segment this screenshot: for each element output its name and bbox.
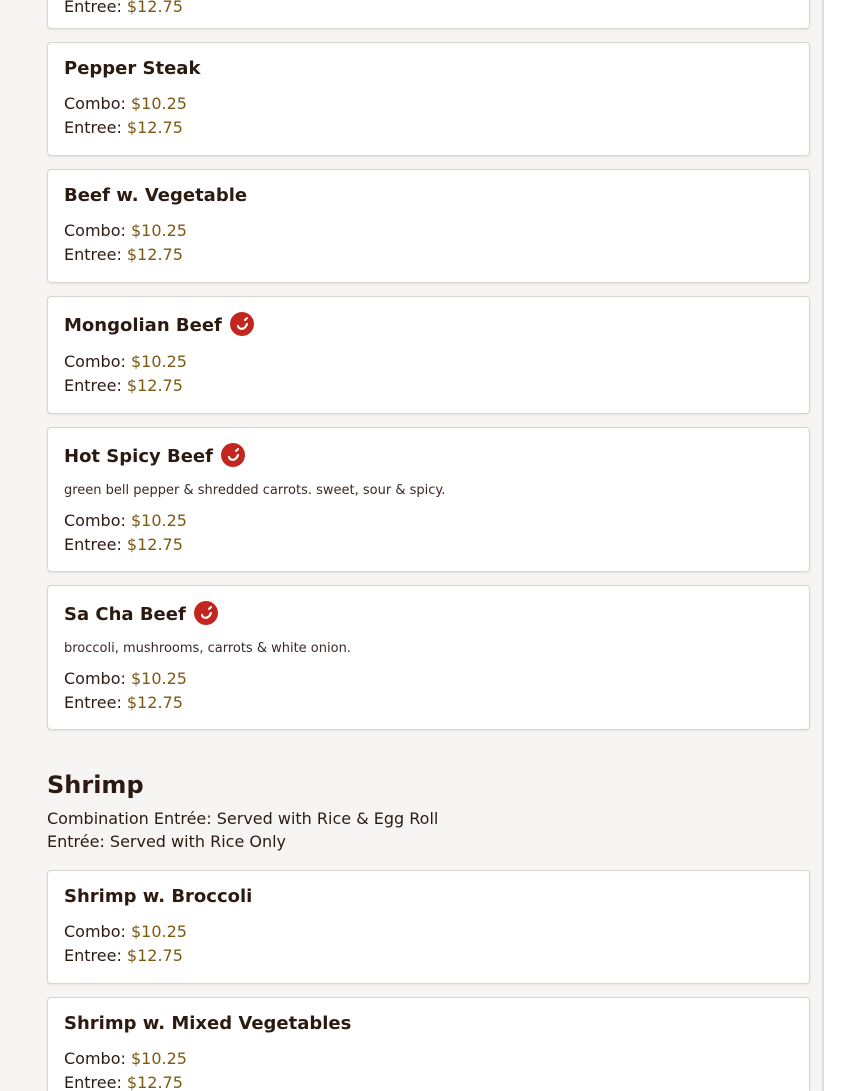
entree-label: Entree: xyxy=(64,1073,122,1091)
menu-item-card xyxy=(47,296,810,414)
combo-price: $10.25 xyxy=(130,669,187,688)
entree-price: $12.75 xyxy=(126,376,183,395)
entree-label: Entree: xyxy=(64,118,122,137)
item-description: broccoli, mushrooms, carrots & white onion. xyxy=(64,641,351,656)
entree-label: Entree: xyxy=(64,535,122,554)
entree-price: $12.75 xyxy=(126,1073,183,1091)
page-margin xyxy=(824,0,844,1091)
entree-price: $12.75 xyxy=(126,0,183,16)
combo-price-line xyxy=(64,922,187,941)
entree-price-line xyxy=(64,535,183,554)
item-name: Hot Spicy Beef xyxy=(64,446,213,467)
section-note-entree: Entrée: Served with Rice Only xyxy=(47,832,287,851)
combo-price: $10.25 xyxy=(130,94,187,113)
entree-price-line xyxy=(64,693,183,712)
entree-price-line xyxy=(64,245,183,264)
combo-price-line xyxy=(64,1049,187,1068)
combo-price: $10.25 xyxy=(130,221,187,240)
entree-label: Entree: xyxy=(64,376,122,395)
combo-label: Combo: xyxy=(64,1049,126,1068)
menu-item-card xyxy=(47,585,810,730)
item-name-row xyxy=(64,312,254,336)
menu-item-card xyxy=(47,997,810,1091)
entree-price: $12.75 xyxy=(126,245,183,264)
combo-price-line xyxy=(64,669,187,688)
entree-label: Entree: xyxy=(64,0,122,16)
menu-item-card xyxy=(47,427,810,572)
entree-price: $12.75 xyxy=(126,946,183,965)
item-name: Shrimp w. Mixed Vegetables xyxy=(64,1013,352,1034)
entree-label: Entree: xyxy=(64,693,122,712)
entree-price-line xyxy=(64,946,183,965)
menu-item-card xyxy=(47,0,810,29)
menu-item-card xyxy=(47,169,810,283)
entree-price: $12.75 xyxy=(126,118,183,137)
entree-label: Entree: xyxy=(64,946,122,965)
chili-pepper-icon xyxy=(221,443,245,467)
chili-pepper-icon xyxy=(230,312,254,336)
entree-price-line xyxy=(64,118,183,137)
combo-price-line xyxy=(64,352,187,371)
section-note-combo: Combination Entrée: Served with Rice & Egg Roll xyxy=(47,809,439,828)
item-name: Beef w. Vegetable xyxy=(64,185,248,206)
combo-price: $10.25 xyxy=(130,352,187,371)
item-name: Sa Cha Beef xyxy=(64,604,186,625)
item-name-row xyxy=(64,601,218,625)
combo-price-line xyxy=(64,221,187,240)
entree-price: $12.75 xyxy=(126,693,183,712)
combo-label: Combo: xyxy=(64,669,126,688)
combo-price-line xyxy=(64,511,187,530)
combo-price: $10.25 xyxy=(130,922,187,941)
menu-item-card xyxy=(47,42,810,156)
combo-label: Combo: xyxy=(64,511,126,530)
entree-price-line xyxy=(64,1073,183,1091)
item-name: Mongolian Beef xyxy=(64,315,222,336)
combo-label: Combo: xyxy=(64,221,126,240)
chili-pepper-icon xyxy=(194,601,218,625)
menu-item-card xyxy=(47,870,810,984)
combo-label: Combo: xyxy=(64,352,126,371)
combo-price-line xyxy=(64,94,187,113)
item-name-row xyxy=(64,443,245,467)
entree-price: $12.75 xyxy=(126,535,183,554)
item-description: green bell pepper & shredded carrots. sweet, sour & spicy. xyxy=(64,483,446,498)
section-title-shrimp: Shrimp xyxy=(47,771,144,799)
entree-price-line xyxy=(64,0,183,16)
combo-price: $10.25 xyxy=(130,1049,187,1068)
combo-label: Combo: xyxy=(64,922,126,941)
combo-price: $10.25 xyxy=(130,511,187,530)
item-name: Shrimp w. Broccoli xyxy=(64,886,253,907)
entree-price-line xyxy=(64,376,183,395)
item-name: Pepper Steak xyxy=(64,58,201,79)
entree-label: Entree: xyxy=(64,245,122,264)
combo-label: Combo: xyxy=(64,94,126,113)
